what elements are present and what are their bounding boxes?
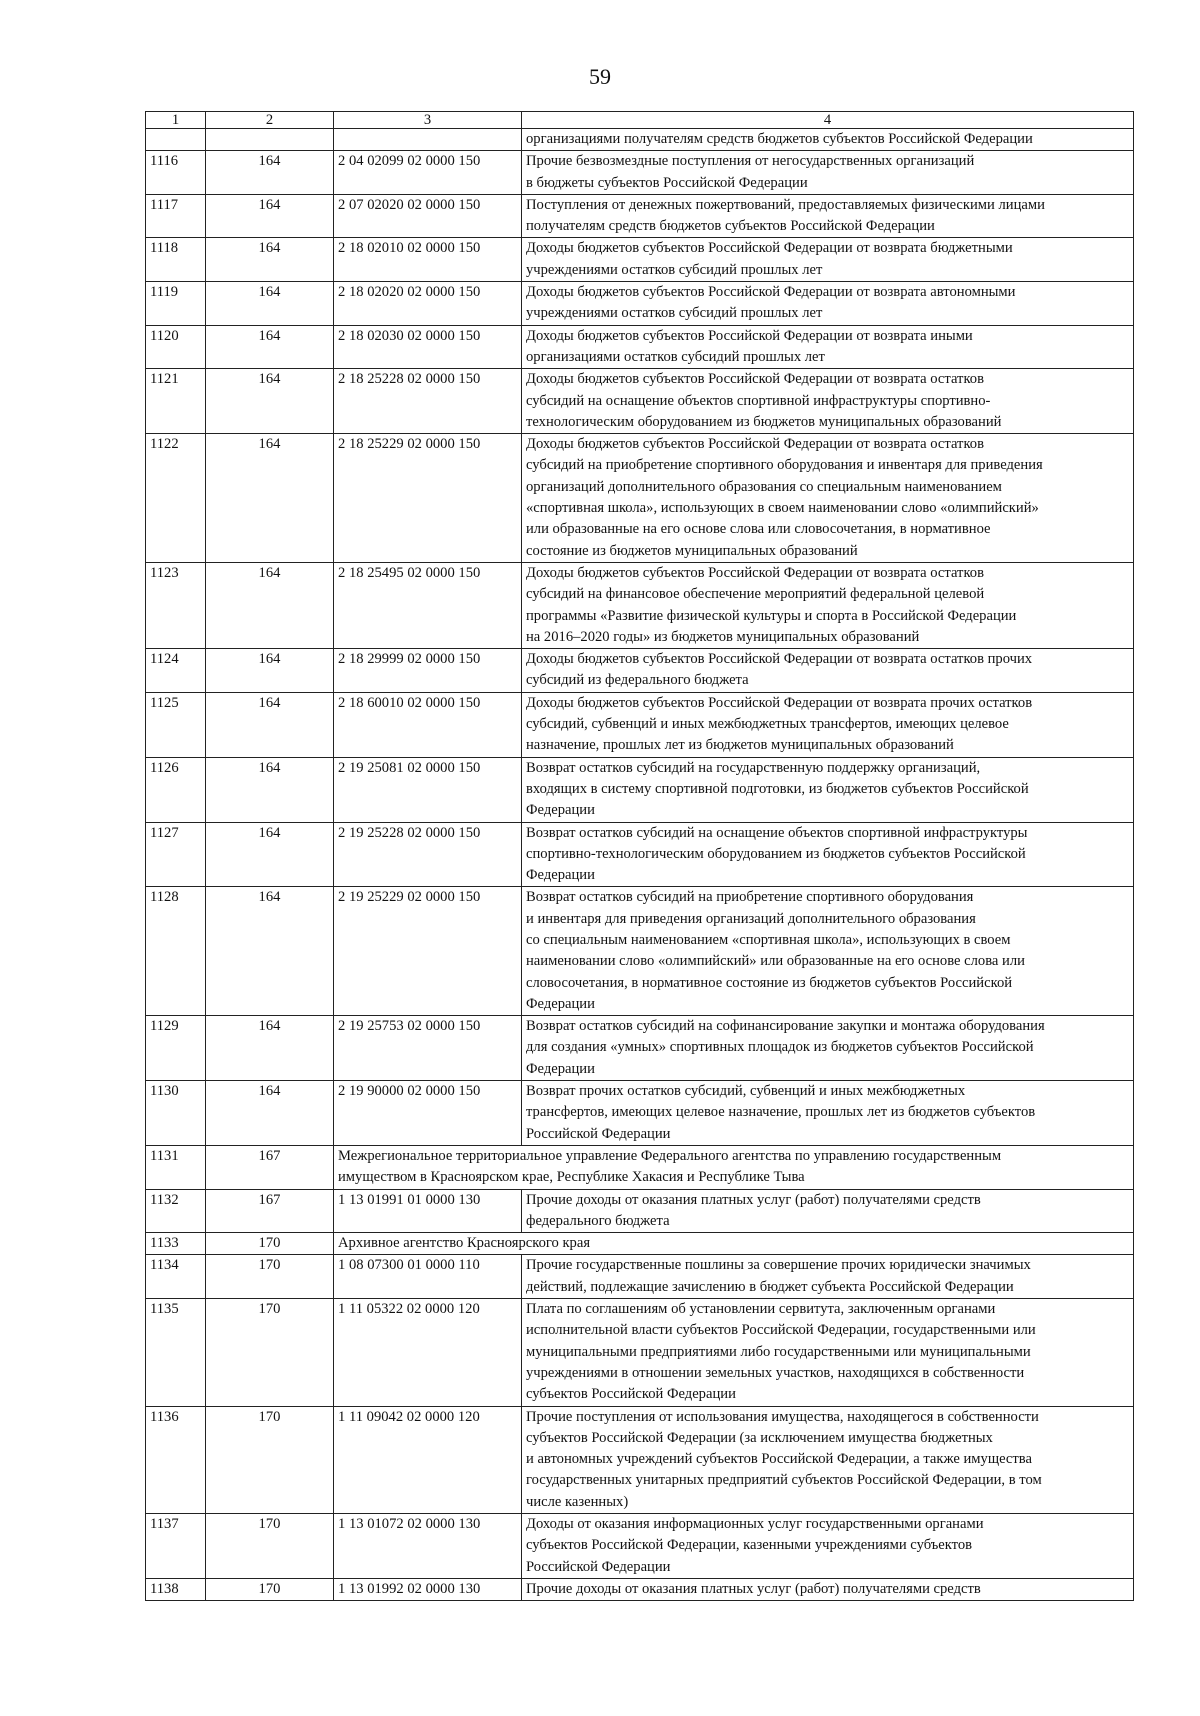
admin-code-cell: 170 (206, 1233, 334, 1255)
description-line: субъектов Российской Федерации (за исключением имущества бюджетных (526, 1429, 993, 1446)
admin-code-cell: 167 (206, 1189, 334, 1233)
row-number-cell: 1133 (146, 1233, 206, 1255)
admin-code-cell: 164 (206, 692, 334, 757)
description-line: учреждениями остатков субсидий прошлых лет (526, 261, 823, 278)
row-number-cell: 1117 (146, 194, 206, 238)
description-line: действий, подлежащие зачислению в бюджет субъекта Российской Федерации (526, 1278, 1014, 1295)
admin-code-cell: 164 (206, 325, 334, 369)
description-line: спортивно-технологическим оборудованием из бюджетов субъектов Российской (526, 845, 1026, 862)
admin-code-cell: 170 (206, 1406, 334, 1513)
description-line: Прочие государственные пошлины за совершение прочих юридически значимых (526, 1257, 1031, 1274)
admin-code-cell: 164 (206, 757, 334, 822)
description-line: Прочие поступления от использования имущества, находящегося в собственности (526, 1408, 1039, 1425)
table-row (146, 238, 1134, 282)
budget-code-cell: 1 13 01992 02 0000 130 (334, 1578, 522, 1600)
table-row (146, 1081, 1134, 1146)
description-line: Доходы от оказания информационных услуг государственными органами (526, 1516, 984, 1532)
row-number-cell: 1127 (146, 822, 206, 887)
description-cell (522, 369, 1134, 434)
table-row (146, 887, 1134, 1016)
description-line: субсидий, субвенций и иных межбюджетных трансфертов, имеющих целевое (526, 716, 1009, 733)
description-line: «спортивная школа», использующих в своем наименовании слово «олимпийский» (526, 500, 1039, 517)
row-number-cell: 1130 (146, 1081, 206, 1146)
admin-code-cell: 170 (206, 1299, 334, 1406)
description-cell (522, 692, 1134, 757)
admin-code-cell: 164 (206, 887, 334, 1016)
table-row (146, 434, 1134, 563)
row-number-cell: 1135 (146, 1299, 206, 1406)
description-line: учреждениями остатков субсидий прошлых лет (526, 305, 823, 322)
description-line: трансфертов, имеющих целевое назначение, прошлых лет из бюджетов субъектов (526, 1104, 1036, 1121)
table-row (146, 1578, 1134, 1600)
column-header-4: 4 (522, 112, 1134, 129)
row-number-cell: 1129 (146, 1016, 206, 1081)
description-line: Возврат остатков субсидий на государственную поддержку организаций, (526, 759, 981, 776)
row-number-cell (146, 129, 206, 151)
description-cell (522, 562, 1134, 648)
budget-code-cell: 2 18 60010 02 0000 150 (334, 692, 522, 757)
budget-code-cell: 2 19 90000 02 0000 150 (334, 1081, 522, 1146)
row-number-cell: 1136 (146, 1406, 206, 1513)
description-line: Возврат остатков субсидий на софинансирование закупки и монтажа оборудования (526, 1018, 1045, 1035)
row-number-cell: 1137 (146, 1514, 206, 1579)
header-row (146, 112, 1134, 129)
description-line: организаций дополнительного образования со специальным наименованием (526, 478, 1002, 495)
description-line: назначение, прошлых лет из бюджетов муниципальных образований (526, 737, 954, 754)
description-cell (522, 325, 1134, 369)
budget-code-cell (334, 129, 522, 151)
table-row (146, 325, 1134, 369)
budget-code-cell: 2 18 25495 02 0000 150 (334, 562, 522, 648)
description-line: Доходы бюджетов субъектов Российской Федерации от возврата остатков (526, 436, 984, 453)
budget-classification-table (145, 111, 1134, 1601)
description-cell (522, 1016, 1134, 1081)
description-line: Возврат остатков субсидий на оснащение объектов спортивной инфраструктуры (526, 824, 1028, 841)
row-number-cell: 1121 (146, 369, 206, 434)
row-number-cell: 1125 (146, 692, 206, 757)
admin-code-cell: 170 (206, 1578, 334, 1600)
description-cell: организациями получателям средств бюджетов субъектов Российской Федерации (522, 129, 1134, 151)
description-line: федерального бюджета (526, 1212, 670, 1229)
table-row (146, 151, 1134, 195)
description-line: Возврат остатков субсидий на приобретение спортивного оборудования (526, 889, 974, 906)
description-line: на 2016–2020 годы» из бюджетов муниципальных образований (526, 628, 920, 645)
description-line: входящих в систему спортивной подготовки, из бюджетов субъектов Российской (526, 780, 1029, 797)
description-cell (522, 1406, 1134, 1513)
admin-code-cell: 167 (206, 1145, 334, 1189)
budget-code-cell: 2 18 02010 02 0000 150 (334, 238, 522, 282)
description-line: Прочие доходы от оказания платных услуг (работ) получателями средств (526, 1191, 981, 1208)
description-line: субсидий на приобретение спортивного оборудования и инвентаря для приведения (526, 457, 1043, 474)
description-line: Доходы бюджетов субъектов Российской Федерации от возврата прочих остатков (526, 694, 1033, 711)
description-cell (522, 1578, 1134, 1600)
row-number-cell: 1131 (146, 1145, 206, 1189)
description-line: муниципальными предприятиями либо государственными или муниципальными (526, 1343, 1031, 1360)
table-row (146, 1299, 1134, 1406)
description-cell (522, 1081, 1134, 1146)
description-line: технологическим оборудованием из бюджетов муниципальных образований (526, 413, 1002, 430)
description-line: субсидий на оснащение объектов спортивной инфраструктуры спортивно- (526, 392, 991, 409)
admin-code-cell: 170 (206, 1255, 334, 1299)
row-number-cell: 1118 (146, 238, 206, 282)
description-cell (522, 1189, 1134, 1233)
description-line: субсидий на финансовое обеспечение мероприятий федеральной целевой (526, 586, 985, 603)
table-row (146, 1406, 1134, 1513)
budget-code-cell: 2 04 02099 02 0000 150 (334, 151, 522, 195)
description-line: Российской Федерации (526, 1558, 671, 1575)
admin-code-cell: 164 (206, 822, 334, 887)
description-line: и автономных учреждений субъектов Российской Федерации, а также имущества (526, 1451, 1032, 1468)
admin-code-cell: 170 (206, 1514, 334, 1579)
row-number-cell: 1132 (146, 1189, 206, 1233)
table-row (146, 369, 1134, 434)
admin-code-cell: 164 (206, 238, 334, 282)
budget-code-cell: 2 19 25229 02 0000 150 (334, 887, 522, 1016)
description-line: в бюджеты субъектов Российской Федерации (526, 174, 808, 191)
description-cell (522, 822, 1134, 887)
description-line: субъектов Российской Федерации, казенными учреждениями субъектов (526, 1537, 973, 1554)
description-cell (522, 757, 1134, 822)
description-line: и инвентаря для приведения организаций дополнительного образования (526, 910, 976, 927)
admin-code-cell: 164 (206, 1081, 334, 1146)
budget-code-cell: 2 18 25229 02 0000 150 (334, 434, 522, 563)
column-header-3: 3 (334, 112, 522, 129)
budget-code-cell: 1 13 01072 02 0000 130 (334, 1514, 522, 1579)
description-cell (522, 238, 1134, 282)
budget-code-cell: 2 19 25753 02 0000 150 (334, 1016, 522, 1081)
description-line: получателям средств бюджетов субъектов Российской Федерации (526, 218, 935, 235)
row-number-cell: 1126 (146, 757, 206, 822)
table-row (146, 282, 1134, 326)
description-cell (522, 282, 1134, 326)
admin-code-cell: 164 (206, 1016, 334, 1081)
row-number-cell: 1128 (146, 887, 206, 1016)
admin-code-cell: 164 (206, 151, 334, 195)
description-line: Прочие безвозмездные поступления от негосударственных организаций (526, 153, 975, 170)
description-line: Межрегиональное территориальное управление Федерального агентства по управлению государственным (338, 1147, 1002, 1164)
table-row (146, 692, 1134, 757)
admin-code-cell: 164 (206, 562, 334, 648)
description-line: со специальным наименованием «спортивная школа», использующих в своем (526, 931, 1011, 948)
description-cell (522, 1255, 1134, 1299)
description-line: или образованные на его основе слова или словосочетания, в нормативное (526, 521, 991, 538)
table-row (146, 1255, 1134, 1299)
description-cell (522, 151, 1134, 195)
description-line: Плата по соглашениям об установлении сервитута, заключенным органами (526, 1301, 996, 1318)
description-line: Прочие доходы от оказания платных услуг (работ) получателями средств (526, 1580, 981, 1597)
admin-code-cell: 164 (206, 369, 334, 434)
column-header-1: 1 (146, 112, 206, 129)
description-line: Доходы бюджетов субъектов Российской Федерации от возврата остатков (526, 564, 984, 581)
continuation-row (146, 129, 1134, 151)
administrator-name-cell (334, 1233, 1134, 1255)
page-number: 59 (589, 64, 611, 89)
budget-code-cell: 2 18 25228 02 0000 150 (334, 369, 522, 434)
budget-code-cell: 2 19 25228 02 0000 150 (334, 822, 522, 887)
table-row (146, 649, 1134, 693)
description-line: субъектов Российской Федерации (526, 1386, 736, 1403)
row-number-cell: 1124 (146, 649, 206, 693)
table-row (146, 1016, 1134, 1081)
table-row (146, 562, 1134, 648)
admin-code-cell: 164 (206, 282, 334, 326)
description-line: Поступления от денежных пожертвований, предоставляемых физическими лицами (526, 196, 1045, 213)
description-line: имуществом в Красноярском крае, Республике Хакасия и Республике Тыва (338, 1169, 805, 1186)
row-number-cell: 1123 (146, 562, 206, 648)
description-line: Доходы бюджетов субъектов Российской Федерации от возврата иными (526, 327, 973, 344)
table-row (146, 1145, 1134, 1189)
admin-code-cell: 164 (206, 649, 334, 693)
admin-code-cell: 164 (206, 434, 334, 563)
description-line: наименовании слово «олимпийский» или образованные на его основе слова или (526, 953, 1025, 970)
admin-code-cell (206, 129, 334, 151)
budget-code-cell: 1 13 01991 01 0000 130 (334, 1189, 522, 1233)
row-number-cell: 1116 (146, 151, 206, 195)
description-cell (522, 1514, 1134, 1579)
description-line: словосочетания, в нормативное состояние из бюджетов субъектов Российской (526, 974, 1013, 991)
budget-code-cell: 1 08 07300 01 0000 110 (334, 1255, 522, 1299)
budget-code-cell: 2 18 02020 02 0000 150 (334, 282, 522, 326)
budget-code-cell: 2 19 25081 02 0000 150 (334, 757, 522, 822)
description-line: состояние из бюджетов муниципальных образований (526, 542, 858, 559)
row-number-cell: 1134 (146, 1255, 206, 1299)
description-line: Возврат прочих остатков субсидий, субвенций и иных межбюджетных (526, 1083, 966, 1100)
table-row (146, 1189, 1134, 1233)
admin-code-cell: 164 (206, 194, 334, 238)
description-line: исполнительной власти субъектов Российской Федерации, государственными или (526, 1322, 1036, 1339)
description-cell (522, 194, 1134, 238)
table-row (146, 822, 1134, 887)
row-number-cell: 1138 (146, 1578, 206, 1600)
administrator-name-cell (334, 1145, 1134, 1189)
budget-code-cell: 1 11 05322 02 0000 120 (334, 1299, 522, 1406)
row-number-cell: 1122 (146, 434, 206, 563)
description-line: Архивное агентство Красноярского края (338, 1235, 591, 1252)
description-line: для создания «умных» спортивных площадок из бюджетов субъектов Российской (526, 1039, 1034, 1056)
description-cell (522, 434, 1134, 563)
description-line: Доходы бюджетов субъектов Российской Федерации от возврата остатков прочих (526, 651, 1033, 668)
row-number-cell: 1119 (146, 282, 206, 326)
description-line: субсидий из федерального бюджета (526, 672, 749, 689)
table-row (146, 757, 1134, 822)
description-line: Федерации (526, 802, 595, 819)
description-line: программы «Развитие физической культуры и спорта в Российской Федерации (526, 607, 1017, 624)
budget-code-cell: 1 11 09042 02 0000 120 (334, 1406, 522, 1513)
budget-code-cell: 2 07 02020 02 0000 150 (334, 194, 522, 238)
description-cell (522, 887, 1134, 1016)
description-cell (522, 1299, 1134, 1406)
description-line: Российской Федерации (526, 1125, 671, 1142)
description-cell (522, 649, 1134, 693)
description-line: учреждениями в отношении земельных участков, находящихся в собственности (526, 1364, 1025, 1381)
table-row (146, 1233, 1134, 1255)
table-row (146, 194, 1134, 238)
description-line: Федерации (526, 995, 595, 1012)
description-line: государственных унитарных предприятий субъектов Российской Федерации, в том (526, 1472, 1042, 1489)
description-line: Доходы бюджетов субъектов Российской Федерации от возврата бюджетными (526, 240, 1013, 257)
budget-code-cell: 2 18 29999 02 0000 150 (334, 649, 522, 693)
description-line: Доходы бюджетов субъектов Российской Федерации от возврата остатков (526, 371, 984, 388)
description-line: Федерации (526, 1060, 595, 1077)
table-row (146, 1514, 1134, 1579)
description-line: числе казенных) (526, 1493, 629, 1510)
column-header-2: 2 (206, 112, 334, 129)
budget-code-cell: 2 18 02030 02 0000 150 (334, 325, 522, 369)
description-line: Федерации (526, 867, 595, 884)
description-line: Доходы бюджетов субъектов Российской Федерации от возврата автономными (526, 284, 1016, 301)
row-number-cell: 1120 (146, 325, 206, 369)
description-line: организациями остатков субсидий прошлых лет (526, 348, 825, 365)
